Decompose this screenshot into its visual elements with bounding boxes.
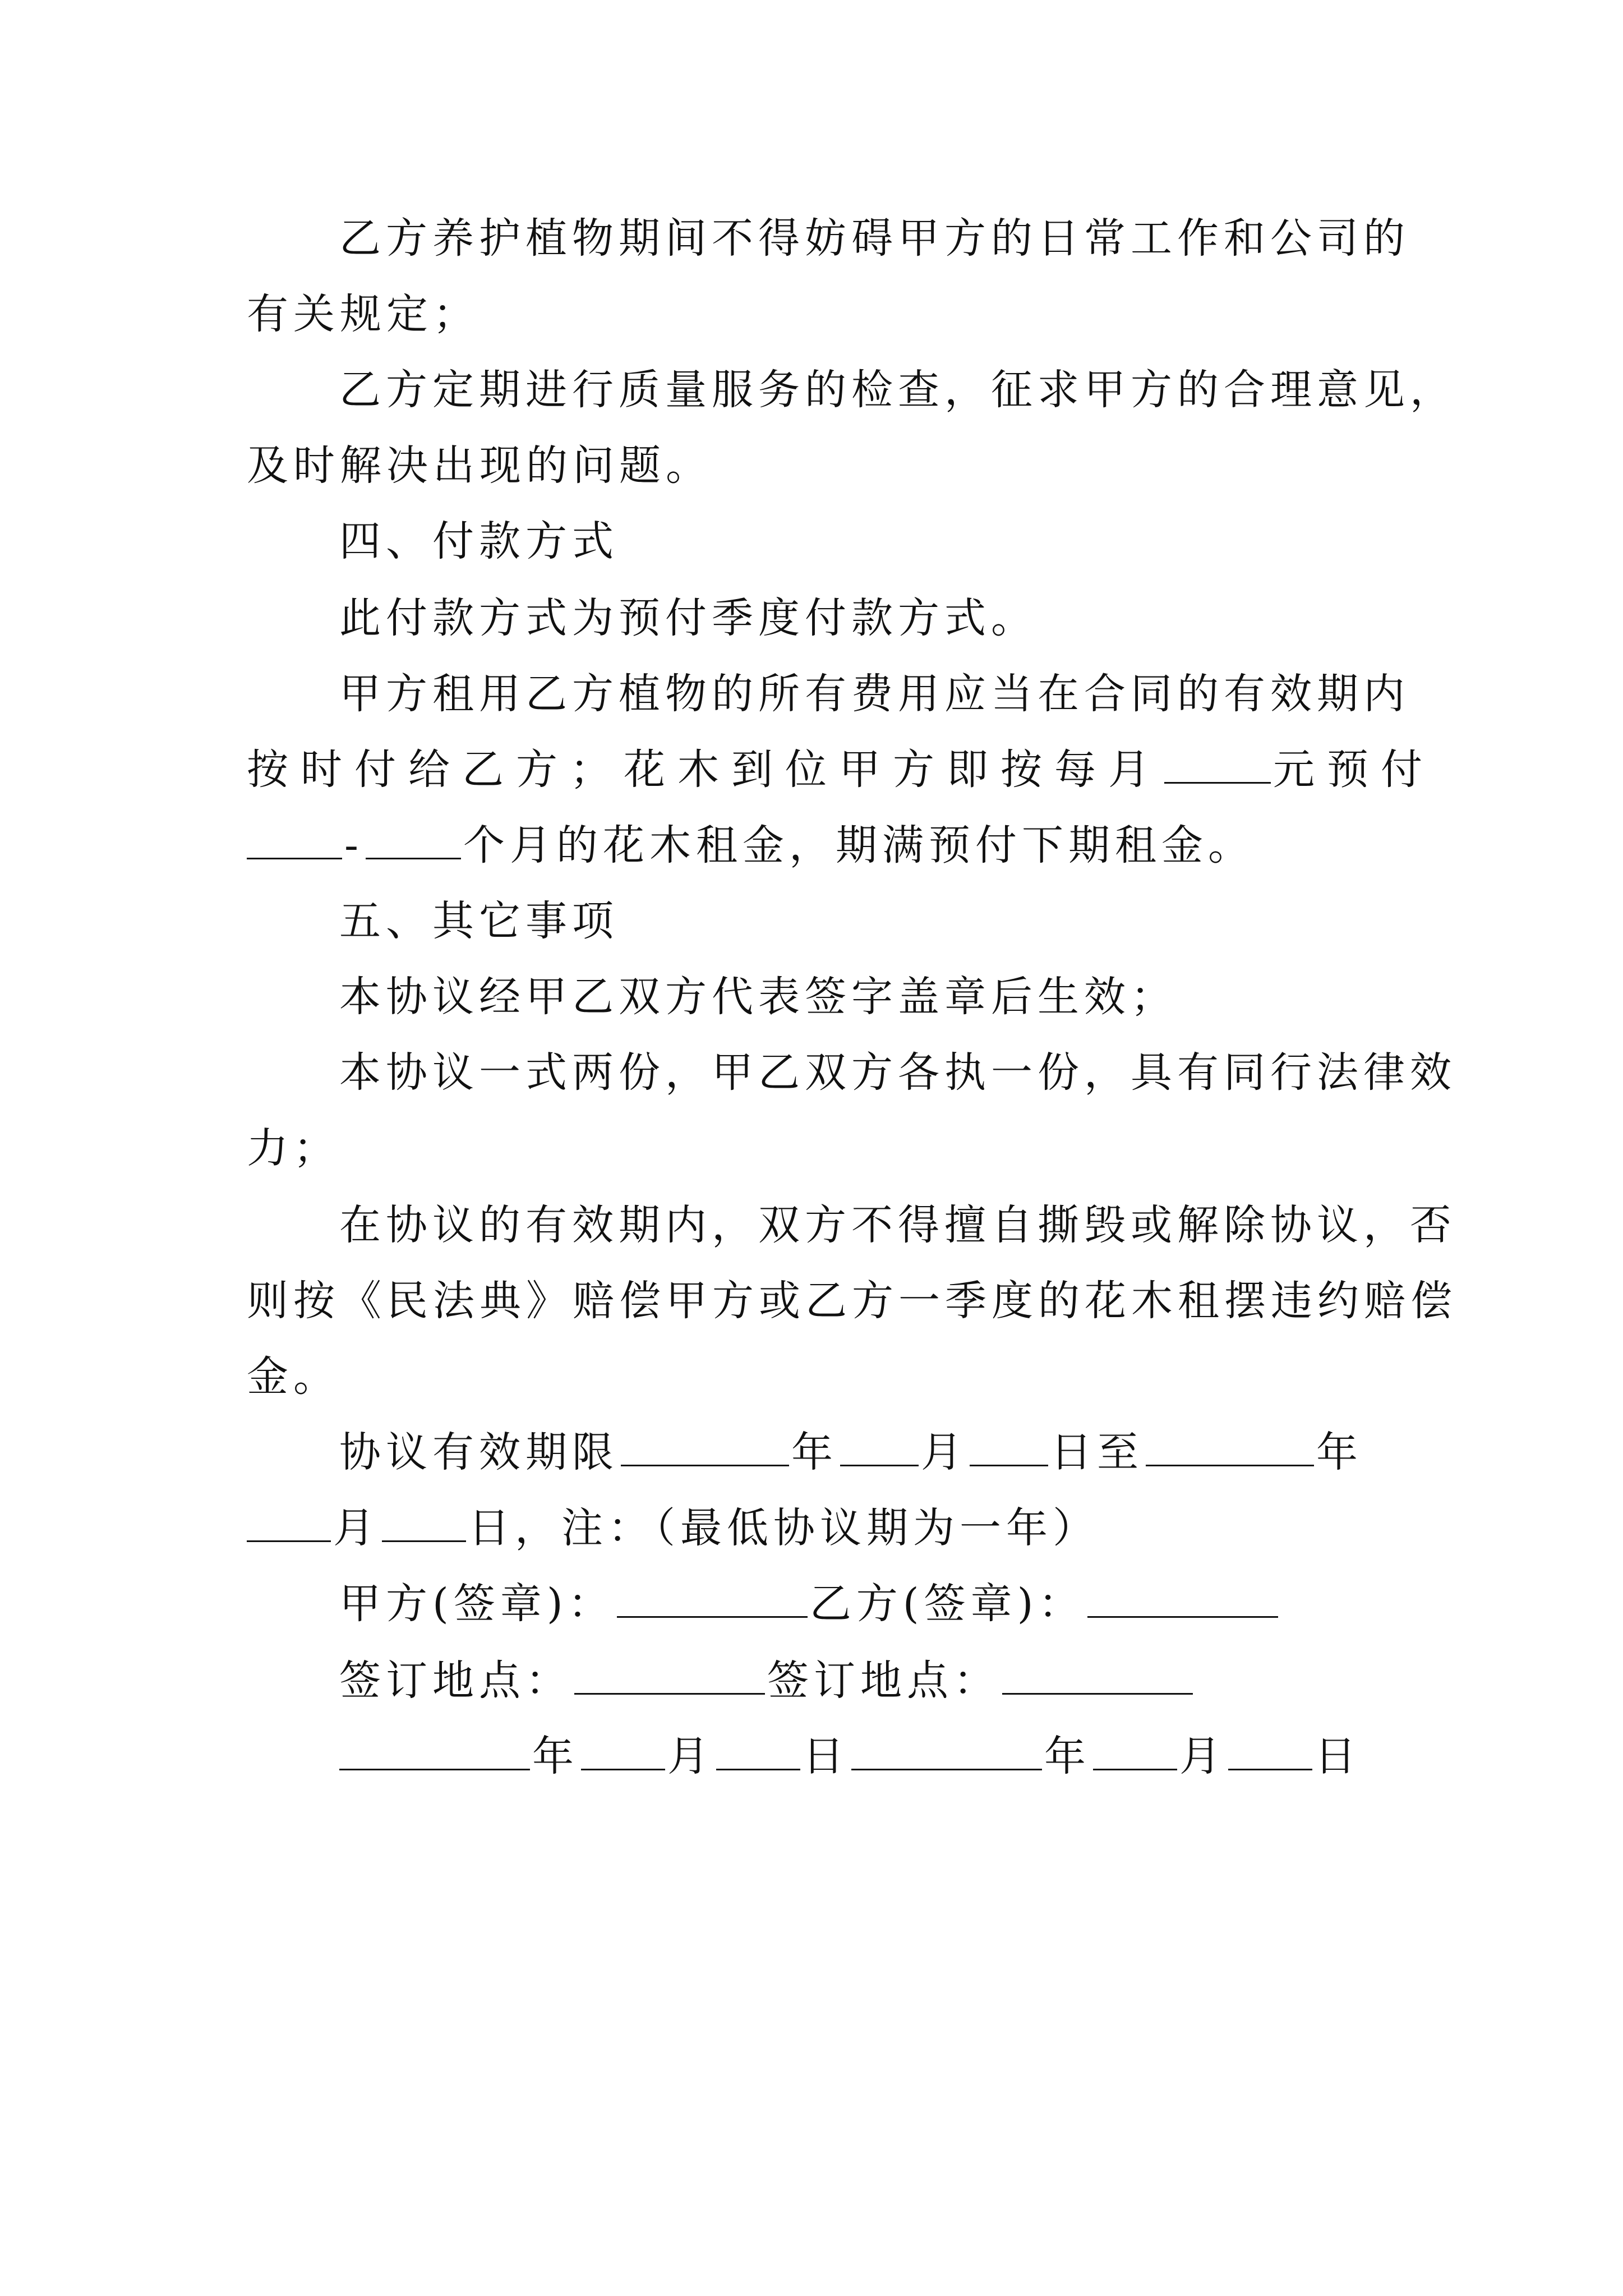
blank-day [382,1500,466,1542]
text: 金。 [247,1352,340,1401]
text: 月 [667,1732,714,1780]
blank-month [247,1500,331,1542]
text: 年 [791,1428,838,1476]
text: 本协议一式两份，甲乙双方各执一份，具有同行法律效 [339,1048,1456,1097]
blank-field [247,817,342,859]
blank-month [1093,1728,1177,1770]
paragraph-line [247,438,712,494]
text: 在协议的有效期内，双方不得擅自撕毁或解除协议，否 [339,1201,1456,1249]
blank-signature [1087,1576,1278,1618]
blank-month [581,1728,665,1770]
paragraph-line [247,1120,340,1176]
text: 本协议经甲乙双方代表签字盖章后生效； [339,973,1177,1021]
blank-year [1146,1424,1314,1466]
blank-year [339,1728,530,1770]
blank-field [366,817,461,859]
text: - [344,821,364,869]
section-heading [339,893,619,949]
signature-line [339,1576,1280,1632]
text: 个月的花木租金，期满预付下期租金。 [463,821,1255,869]
text: 按时付给乙方；花木到位甲方即按每月 [247,746,1162,794]
text: 日，注：（最低协议期为一年） [468,1504,1099,1552]
validity-label: 协议有效期限 [339,1428,619,1476]
date-line [339,1728,1361,1784]
paragraph-line [247,1273,1457,1329]
paragraph-line [247,1349,340,1405]
text: 则按《民法典》赔偿甲方或乙方一季度的花木租摆违约赔偿 [247,1277,1457,1325]
paragraph-line [339,1045,1456,1101]
text: 日 [803,1732,849,1780]
text: 四、付款方式 [339,517,619,565]
text: 此付款方式为预付季度付款方式。 [339,594,1038,642]
paragraph-line [339,666,1410,722]
blank-year [621,1424,789,1466]
blank-field [1164,742,1271,784]
text: 五、其它事项 [339,897,619,945]
blank-year [851,1728,1042,1770]
validity-line [339,1424,1363,1480]
text: 乙方定期进行质量服务的检查，征求甲方的合理意见， [339,366,1456,414]
blank-place [1002,1653,1193,1695]
place-label: 签订地点： [339,1657,572,1705]
blank-day [1228,1728,1312,1770]
paragraph-line [247,742,1435,798]
paragraph-line [339,210,1410,266]
blank-signature [617,1576,808,1618]
place-line [339,1653,1195,1709]
text: 甲方租用乙方植物的所有费用应当在合同的有效期内 [339,670,1410,718]
text: 乙方养护植物期间不得妨碍甲方的日常工作和公司的 [339,214,1410,263]
text: 有关规定； [247,290,479,338]
section-heading [339,513,619,569]
party-b-signature-label: 乙方(签章)： [809,1580,1085,1628]
paragraph-line [247,286,479,342]
blank-day [970,1424,1048,1466]
text: 力； [247,1124,340,1172]
blank-day [716,1728,800,1770]
paragraph-line [247,817,1255,873]
text: 月 [333,1504,380,1552]
paragraph-line [339,590,1038,646]
text: 年 [532,1732,579,1780]
validity-line [247,1500,1099,1556]
text: 月 [921,1428,967,1476]
text: 月 [1179,1732,1226,1780]
text: 日 [1315,1732,1361,1780]
blank-month [840,1424,919,1466]
paragraph-line [339,969,1177,1025]
party-a-signature-label: 甲方(签章)： [339,1580,615,1628]
text: 元预付 [1273,746,1435,794]
place-label: 签订地点： [767,1657,1000,1705]
paragraph-line [339,1197,1456,1253]
blank-place [574,1653,765,1695]
text: 年 [1316,1428,1363,1476]
paragraph-line [339,362,1456,418]
text: 日至 [1050,1428,1144,1476]
text: 年 [1044,1732,1091,1780]
text: 及时解决出现的问题。 [247,441,712,490]
